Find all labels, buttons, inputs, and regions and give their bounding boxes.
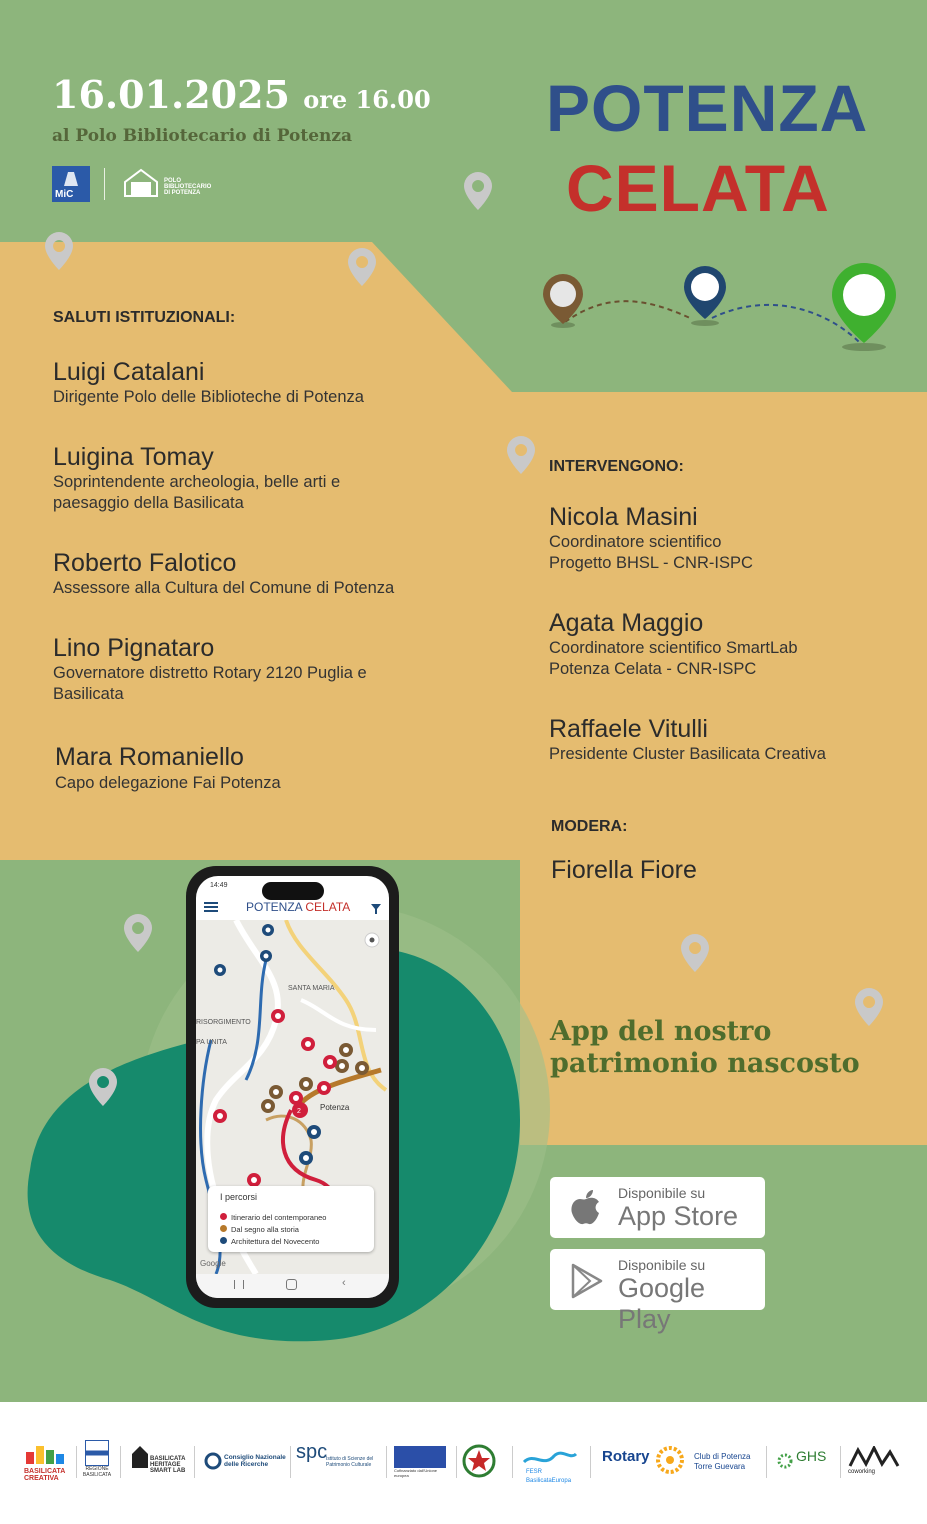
map-label: SANTA MARIA — [288, 985, 335, 992]
event-date — [52, 72, 431, 117]
moderator-name: Fiorella Fiore — [551, 856, 697, 884]
flower-icon — [776, 1452, 794, 1470]
eu-cofinanced-logo: Cofinanziato dall'Unione europea — [394, 1440, 450, 1480]
footer-divider — [456, 1446, 457, 1478]
filter-icon[interactable] — [370, 903, 382, 915]
phone-screen — [196, 876, 389, 1298]
polo-logo — [123, 168, 159, 198]
speaker-name: Luigi Catalani — [53, 358, 205, 386]
map-label: Potenza — [320, 1103, 350, 1112]
footer-divider — [590, 1446, 591, 1478]
speaker-name: Agata Maggio — [549, 609, 704, 637]
modera-heading: MODERA: — [551, 818, 628, 835]
speaker-role: Assessore alla Cultura del Comune di Potenza — [53, 579, 395, 597]
fesr-logo: FESR BasilicataEuropa — [522, 1440, 580, 1480]
footer-divider — [290, 1446, 291, 1478]
speaker-role: Coordinatore scientifico SmartLab — [549, 639, 798, 657]
club-potenza-logo: Club di Potenza Torre Guevara — [694, 1452, 751, 1471]
footer-divider — [840, 1446, 841, 1478]
speaker-name: Roberto Falotico — [53, 549, 237, 577]
map-label: PA UNITA — [196, 1039, 227, 1046]
regione-basilicata-logo: REGIONE BASILICATA — [82, 1440, 112, 1480]
back-icon[interactable]: ‹ — [342, 1277, 346, 1289]
map-pin-icon — [124, 914, 152, 952]
app-title: POTENZA CELATA — [246, 900, 351, 914]
date-text: 16.01.2025 — [52, 72, 290, 117]
ispc-logo: spc Istituto di Scienze del Patrimonio Culturale — [296, 1441, 374, 1468]
app-store-badge[interactable]: Disponibile su App Store — [550, 1177, 765, 1238]
speaker-role: Dirigente Polo delle Biblioteche di Potenza — [53, 388, 364, 406]
basilicata-creativa-logo: BASILICATA CREATIVA — [24, 1440, 68, 1480]
speaker-name: Luigina Tomay — [53, 443, 214, 471]
legend-item[interactable]: Itinerario del contemporaneo — [220, 1212, 326, 1224]
legend-items — [220, 1212, 326, 1248]
speaker-role: Potenza Celata - CNR-ISPC — [549, 660, 757, 678]
status-time: 14:49 — [210, 882, 228, 889]
speaker-name: Nicola Masini — [549, 503, 698, 531]
legend-title: I percorsi — [220, 1192, 258, 1202]
polo-logo-text: POLO BIBLIOTECARIO DI POTENZA — [164, 178, 212, 196]
phone-nav-bar — [196, 1274, 389, 1298]
speaker-role: Progetto BHSL - CNR-ISPC — [549, 554, 753, 572]
logo-divider — [104, 168, 105, 200]
footer-divider — [76, 1446, 77, 1478]
title-line-1: POTENZA — [546, 71, 869, 145]
locate-icon — [370, 938, 375, 943]
legend-item[interactable]: Architettura del Novecento — [220, 1236, 326, 1248]
legend-item[interactable]: Dal segno alla storia — [220, 1224, 326, 1236]
google-play-icon — [570, 1263, 604, 1299]
title-line-2: CELATA — [566, 151, 830, 225]
ghs-logo: GHS — [776, 1440, 832, 1480]
apple-icon — [568, 1189, 604, 1227]
footer-divider — [512, 1446, 513, 1478]
speaker-role: Presidente Cluster Basilicata Creativa — [549, 745, 826, 763]
time-text: ore 16.00 — [303, 85, 431, 114]
footer-divider — [386, 1446, 387, 1478]
intervengono-heading: INTERVENGONO: — [549, 458, 684, 475]
route-illustration — [543, 263, 896, 351]
speaker-role: Governatore distretto Rotary 2120 Puglia e Basilicata — [53, 664, 367, 703]
footer-divider — [766, 1446, 767, 1478]
route-legend[interactable] — [208, 1186, 374, 1252]
rotary-wheel-icon — [656, 1446, 684, 1474]
map-label: RISORGIMENTO — [196, 1019, 251, 1026]
speaker-name: Raffaele Vitulli — [549, 715, 708, 743]
speaker-name: Lino Pignataro — [53, 634, 215, 662]
footer-divider — [194, 1446, 195, 1478]
camera-notch — [262, 882, 324, 900]
menu-icon[interactable] — [204, 902, 218, 912]
map-pin-icon — [464, 172, 492, 210]
google-attribution: Google — [200, 1259, 226, 1268]
recents-icon[interactable] — [234, 1280, 244, 1289]
speaker-name: Mara Romaniello — [55, 743, 244, 771]
google-play-badge[interactable]: Disponibile su Google Play — [550, 1249, 765, 1310]
event-venue: al Polo Bibliotecario di Potenza — [52, 126, 353, 146]
rotary-logo: Rotary — [602, 1440, 688, 1480]
mic-logo: MiC — [52, 166, 90, 202]
home-icon[interactable] — [286, 1279, 297, 1290]
cluster-count: 2 — [297, 1108, 301, 1115]
cnr-logo: Consiglio Nazionale delle Ricerche — [204, 1440, 288, 1480]
italian-republic-emblem-icon — [462, 1444, 496, 1478]
tagline: App del nostro patrimonio nascosto — [550, 1016, 860, 1079]
speaker-role: Coordinatore scientifico — [549, 533, 722, 551]
coworking-logo: coworking — [848, 1440, 902, 1480]
speaker-role: Capo delegazione Fai Potenza — [55, 774, 281, 792]
saluti-heading: SALUTI ISTITUZIONALI: — [53, 309, 236, 326]
heritage-smart-lab-logo: BASILICATA HERITAGE SMART LAB — [130, 1440, 186, 1480]
speaker-role: Soprintendente archeologia, belle arti e paesaggio della Basilicata — [53, 473, 341, 512]
footer-divider — [120, 1446, 121, 1478]
